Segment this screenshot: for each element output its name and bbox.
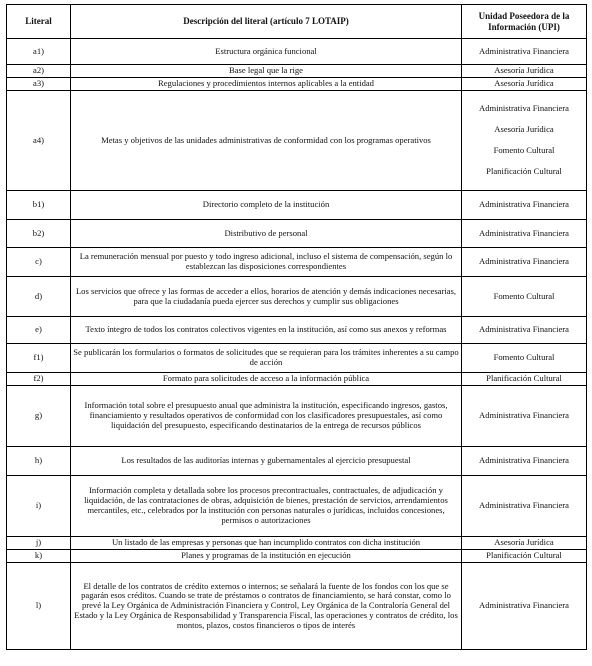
descripcion-cell: Se publicarán los formularios o formatos de solicitudes que se requieran para los trámites inherentes a su campo de acción — [71, 344, 462, 373]
table-row — [7, 550, 587, 563]
literal-cell: i) — [7, 476, 71, 537]
table-row — [7, 277, 587, 317]
table-body — [7, 39, 587, 650]
literal-cell: j) — [7, 537, 71, 550]
descripcion-cell: El detalle de los contratos de crédito externos o internos; se señalará la fuente de los fondos con los que se pagarán esos créditos. Cuando se trate de préstamos o contratos de financiamiento, se hará constar, como lo prevé la Ley Orgánica de Administración Financiera y Control, Ley Orgánica de la Contraloría General del Estado y la Ley Orgánica de Responsabilidad y Transparencia Fiscal, las operaciones y contratos de crédito, los montos, plazos, costos financieros o tipos de interés — [71, 563, 462, 650]
unidad-cell — [462, 563, 587, 650]
unidad-label: Planificación Cultural — [486, 550, 562, 561]
literal-cell: b1) — [7, 191, 71, 220]
unidad-label: Administrativa Financiera — [479, 600, 569, 611]
table-row — [7, 447, 587, 476]
header-literal: Literal — [7, 5, 71, 39]
unidad-cell — [462, 317, 587, 344]
unidad-label: Administrativa Financiera — [479, 227, 569, 238]
descripcion-cell: Un listado de las empresas y personas que han incumplido contratos con dicha institución — [71, 537, 462, 550]
descripcion-cell: Texto íntegro de todos los contratos colectivos vigentes en la institución, así como sus anexos y reformas — [71, 317, 462, 344]
literal-cell: h) — [7, 447, 71, 476]
literal-cell: e) — [7, 317, 71, 344]
header-unidad: Unidad Poseedora de la Información (UPI) — [462, 5, 587, 39]
unidad-label: Administrativa Financiera — [479, 103, 569, 114]
table-row — [7, 386, 587, 447]
table-row — [7, 373, 587, 386]
descripcion-cell: Estructura orgánica funcional — [71, 39, 462, 65]
table-row — [7, 65, 587, 78]
unidad-cell — [462, 78, 587, 91]
unidad-cell — [462, 373, 587, 386]
unidad-cell — [462, 65, 587, 78]
unidad-cell — [462, 447, 587, 476]
unidad-label: Administrativa Financiera — [479, 455, 569, 466]
descripcion-cell: Información completa y detallada sobre los procesos precontractuales, contractuales, de adjudicación y liquidación, de las contrataciones de obras, adquisición de bienes, prestación de servicios, arrendamientos mercantiles, etc., celebrados por la institución con personas naturales o jurídicas, incluidos concesiones, permisos o autorizaciones — [71, 476, 462, 537]
literal-cell: a4) — [7, 91, 71, 191]
descripcion-cell: Información total sobre el presupuesto anual que administra la institución, especificando ingresos, gastos, financiamiento y resultados operativos de conformidad con los clasificadores presupuestales, así como liquidación del presupuesto, especificando destinatarios de la entrega de recursos públicos — [71, 386, 462, 447]
descripcion-cell: Metas y objetivos de las unidades administrativas de conformidad con los programas operativos — [71, 91, 462, 191]
table-row — [7, 191, 587, 220]
literal-cell: f1) — [7, 344, 71, 373]
literal-cell: g) — [7, 386, 71, 447]
descripcion-cell: Directorio completo de la institución — [71, 191, 462, 220]
descripcion-cell: Base legal que la rige — [71, 65, 462, 78]
lotaip-table — [6, 4, 587, 650]
descripcion-cell: La remuneración mensual por puesto y todo ingreso adicional, incluso el sistema de compensación, según lo establezcan las disposiciones correspondientes — [71, 248, 462, 277]
literal-cell: a2) — [7, 65, 71, 78]
table-row — [7, 78, 587, 91]
unidad-cell — [462, 220, 587, 248]
descripcion-cell: Los resultados de las auditorías internas y gubernamentales al ejercicio presupuestal — [71, 447, 462, 476]
table-row — [7, 91, 587, 191]
unidad-label: Asesoría Jurídica — [494, 124, 554, 135]
descripcion-cell: Regulaciones y procedimientos internos aplicables a la entidad — [71, 78, 462, 91]
literal-cell: l) — [7, 563, 71, 650]
unidad-cell — [462, 550, 587, 563]
unidad-label: Asesoría Jurídica — [494, 65, 554, 76]
descripcion-cell: Distributivo de personal — [71, 220, 462, 248]
table-header — [7, 5, 587, 39]
table-row — [7, 39, 587, 65]
literal-cell: b2) — [7, 220, 71, 248]
descripcion-cell: Planes y programas de la institución en ejecución — [71, 550, 462, 563]
unidad-label: Planificación Cultural — [486, 373, 562, 384]
unidad-label: Asesoría Jurídica — [494, 78, 554, 89]
unidad-cell — [462, 91, 587, 191]
unidad-cell — [462, 39, 587, 65]
unidad-cell — [462, 191, 587, 220]
descripcion-cell: Los servicios que ofrece y las formas de acceder a ellos, horarios de atención y demás indicaciones necesarias, para que la ciudadanía pueda ejercer sus derechos y cumplir sus obligaciones — [71, 277, 462, 317]
unidad-label: Asesoría Jurídica — [494, 537, 554, 548]
unidad-label: Planificación Cultural — [486, 165, 562, 176]
table-row — [7, 344, 587, 373]
literal-cell: k) — [7, 550, 71, 563]
literal-cell: a1) — [7, 39, 71, 65]
unidad-label: Fomento Cultural — [493, 145, 555, 155]
literal-cell: d) — [7, 277, 71, 317]
literal-cell: a3) — [7, 78, 71, 91]
unidad-cell — [462, 277, 587, 317]
header-descripcion: Descripción del literal (artículo 7 LOTAIP) — [71, 5, 462, 39]
unidad-cell — [462, 248, 587, 277]
unidad-label: Administrativa Financiera — [479, 256, 569, 267]
unidad-label: Administrativa Financiera — [479, 410, 569, 421]
table-row — [7, 476, 587, 537]
unidad-cell — [462, 344, 587, 373]
unidad-label: Administrativa Financiera — [479, 45, 569, 56]
literal-cell: c) — [7, 248, 71, 277]
table-row — [7, 220, 587, 248]
unidad-label: Administrativa Financiera — [479, 500, 569, 511]
unidad-cell — [462, 537, 587, 550]
table-row — [7, 248, 587, 277]
table-row — [7, 537, 587, 550]
unidad-label: Fomento Cultural — [493, 290, 555, 301]
table-row — [7, 317, 587, 344]
table-row — [7, 563, 587, 650]
literal-cell: f2) — [7, 373, 71, 386]
unidad-label: Administrativa Financiera — [479, 199, 569, 210]
unidad-label: Administrativa Financiera — [479, 324, 569, 335]
unidad-label: Fomento Cultural — [493, 352, 555, 363]
unidad-cell — [462, 476, 587, 537]
unidad-cell — [462, 386, 587, 447]
descripcion-cell: Formato para solicitudes de acceso a la información pública — [71, 373, 462, 386]
header-row — [7, 5, 587, 39]
